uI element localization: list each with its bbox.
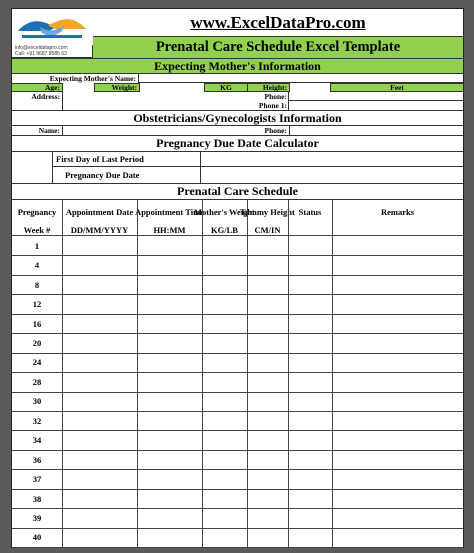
week-number: 24 bbox=[32, 357, 42, 368]
cell-date[interactable] bbox=[62, 528, 137, 547]
cell-time[interactable] bbox=[137, 450, 202, 469]
cell-height[interactable] bbox=[247, 353, 288, 372]
page-title: Prenatal Care Schedule Excel Template bbox=[93, 36, 463, 58]
cell-date[interactable] bbox=[62, 353, 137, 372]
phone1-label: Phone 1: bbox=[258, 101, 287, 110]
col-unit-week: Week # bbox=[23, 224, 51, 235]
week-number: 4 bbox=[34, 260, 40, 271]
table-row bbox=[12, 314, 463, 333]
week-number: 36 bbox=[32, 454, 42, 465]
weight-field[interactable] bbox=[139, 83, 205, 92]
cell-remarks[interactable] bbox=[332, 431, 463, 450]
table-row bbox=[12, 450, 463, 469]
cell-height[interactable] bbox=[247, 489, 288, 508]
cell-height[interactable] bbox=[247, 469, 288, 488]
cell-time[interactable] bbox=[137, 314, 202, 333]
table-row bbox=[12, 333, 463, 352]
cell-time[interactable] bbox=[137, 236, 202, 255]
cell-status[interactable] bbox=[288, 392, 332, 411]
logo bbox=[12, 9, 93, 58]
phone-label: Phone: bbox=[264, 92, 287, 101]
week-number: 30 bbox=[32, 396, 42, 407]
table-row bbox=[12, 411, 463, 430]
week-number: 8 bbox=[34, 279, 40, 290]
cell-height[interactable] bbox=[247, 450, 288, 469]
doctor-name-label: Name: bbox=[38, 126, 60, 135]
template-sheet bbox=[11, 8, 464, 548]
cell-status[interactable] bbox=[288, 469, 332, 488]
cell-date[interactable] bbox=[62, 450, 137, 469]
age-label: Age: bbox=[45, 83, 60, 92]
cell-date[interactable] bbox=[62, 294, 137, 313]
cell-remarks[interactable] bbox=[332, 255, 463, 274]
cell-height[interactable] bbox=[247, 275, 288, 294]
table-row bbox=[12, 508, 463, 527]
cell-weight[interactable] bbox=[202, 411, 247, 430]
table-row bbox=[12, 353, 463, 372]
schedule-section-title: Prenatal Care Schedule bbox=[12, 183, 463, 200]
cell-remarks[interactable] bbox=[332, 314, 463, 333]
cell-date[interactable] bbox=[62, 411, 137, 430]
cell-time[interactable] bbox=[137, 411, 202, 430]
cell-weight[interactable] bbox=[202, 353, 247, 372]
cell-status[interactable] bbox=[288, 528, 332, 547]
table-row bbox=[12, 469, 463, 488]
cell-height[interactable] bbox=[247, 333, 288, 352]
weight-label: Weight: bbox=[111, 83, 137, 92]
cell-weight[interactable] bbox=[202, 431, 247, 450]
cell-date[interactable] bbox=[62, 489, 137, 508]
cell-remarks[interactable] bbox=[332, 294, 463, 313]
cell-date[interactable] bbox=[62, 431, 137, 450]
cell-weight[interactable] bbox=[202, 333, 247, 352]
cell-status[interactable] bbox=[288, 508, 332, 527]
cell-time[interactable] bbox=[137, 353, 202, 372]
cell-height[interactable] bbox=[247, 411, 288, 430]
cell-weight[interactable] bbox=[202, 275, 247, 294]
phone1-field[interactable] bbox=[289, 101, 463, 110]
cell-height[interactable] bbox=[247, 294, 288, 313]
cell-weight[interactable] bbox=[202, 236, 247, 255]
week-number: 40 bbox=[32, 532, 42, 543]
cell-remarks[interactable] bbox=[332, 333, 463, 352]
cell-weight[interactable] bbox=[202, 528, 247, 547]
mother-name-field[interactable] bbox=[138, 74, 463, 83]
table-row bbox=[12, 294, 463, 313]
cell-remarks[interactable] bbox=[332, 353, 463, 372]
schedule-table bbox=[12, 200, 463, 547]
cell-date[interactable] bbox=[62, 469, 137, 488]
cell-status[interactable] bbox=[288, 353, 332, 372]
cell-remarks[interactable] bbox=[332, 528, 463, 547]
cell-weight[interactable] bbox=[202, 489, 247, 508]
cell-height[interactable] bbox=[247, 236, 288, 255]
phone-field[interactable] bbox=[289, 92, 463, 101]
week-number: 16 bbox=[32, 318, 42, 329]
due-date-section-title: Pregnancy Due Date Calculator bbox=[12, 135, 463, 152]
table-row bbox=[12, 236, 463, 255]
cell-date[interactable] bbox=[62, 314, 137, 333]
doctor-name-field[interactable] bbox=[62, 126, 247, 135]
cell-time[interactable] bbox=[137, 392, 202, 411]
due-date-field[interactable] bbox=[201, 167, 463, 183]
cell-height[interactable] bbox=[247, 392, 288, 411]
first-day-label: First Day of Last Period bbox=[52, 152, 201, 167]
cell-remarks[interactable] bbox=[332, 489, 463, 508]
cell-height[interactable] bbox=[247, 508, 288, 527]
col-header-remarks: Remarks bbox=[380, 207, 415, 217]
cell-time[interactable] bbox=[137, 489, 202, 508]
week-number: 1 bbox=[34, 240, 40, 251]
table-row bbox=[12, 431, 463, 450]
cell-remarks[interactable] bbox=[332, 372, 463, 391]
cell-height[interactable] bbox=[247, 314, 288, 333]
cell-weight[interactable] bbox=[202, 294, 247, 313]
cell-time[interactable] bbox=[137, 528, 202, 547]
address-label: Address: bbox=[31, 92, 60, 101]
doctor-section-title: Obstetricians/Gynecologists Information bbox=[12, 110, 463, 126]
col-header-mothers-weight: Mother's Weight bbox=[194, 206, 255, 217]
cell-time[interactable] bbox=[137, 372, 202, 391]
col-header-appointment-time: Appointment Time bbox=[135, 206, 204, 217]
cell-remarks[interactable] bbox=[332, 275, 463, 294]
cell-time[interactable] bbox=[137, 294, 202, 313]
week-number: 34 bbox=[32, 435, 42, 446]
height-field[interactable] bbox=[289, 83, 331, 92]
col-unit-weight: KG/LB bbox=[211, 224, 238, 235]
cell-weight[interactable] bbox=[202, 450, 247, 469]
cell-remarks[interactable] bbox=[332, 469, 463, 488]
cell-date[interactable] bbox=[62, 372, 137, 391]
cell-status[interactable] bbox=[288, 431, 332, 450]
cell-time[interactable] bbox=[137, 255, 202, 274]
col-header-tummy-height: Tummy Height bbox=[240, 206, 295, 217]
cell-status[interactable] bbox=[288, 372, 332, 391]
col-header-appointment-date: Appointment Date bbox=[65, 206, 134, 217]
kg-unit: KG bbox=[220, 83, 232, 92]
table-row bbox=[12, 489, 463, 508]
cell-time[interactable] bbox=[137, 333, 202, 352]
cell-status[interactable] bbox=[288, 255, 332, 274]
cell-status[interactable] bbox=[288, 275, 332, 294]
cell-weight[interactable] bbox=[202, 314, 247, 333]
cell-height[interactable] bbox=[247, 372, 288, 391]
table-row bbox=[12, 255, 463, 274]
cell-weight[interactable] bbox=[202, 508, 247, 527]
cell-date[interactable] bbox=[62, 392, 137, 411]
cell-status[interactable] bbox=[288, 236, 332, 255]
cell-height[interactable] bbox=[247, 528, 288, 547]
height-label: Height: bbox=[247, 83, 289, 92]
table-row bbox=[12, 372, 463, 391]
cell-remarks[interactable] bbox=[332, 411, 463, 430]
cell-time[interactable] bbox=[137, 469, 202, 488]
due-date-label: Pregnancy Due Date bbox=[52, 167, 201, 183]
age-field[interactable] bbox=[62, 83, 95, 92]
cell-time[interactable] bbox=[137, 275, 202, 294]
week-number: 20 bbox=[32, 337, 42, 348]
table-row bbox=[12, 392, 463, 411]
cell-remarks[interactable] bbox=[332, 236, 463, 255]
cell-height[interactable] bbox=[247, 431, 288, 450]
site-url[interactable]: www.ExcelDataPro.com bbox=[190, 12, 366, 32]
col-header-pregnancy: Pregnancy bbox=[17, 206, 57, 217]
doctor-phone-label: Phone: bbox=[264, 126, 287, 135]
cell-weight[interactable] bbox=[202, 255, 247, 274]
cell-height[interactable] bbox=[247, 255, 288, 274]
week-number: 12 bbox=[32, 299, 42, 310]
cell-status[interactable] bbox=[288, 411, 332, 430]
col-unit-time: HH:MM bbox=[153, 224, 186, 235]
week-number: 32 bbox=[32, 415, 42, 426]
feet-unit: Feet bbox=[390, 83, 404, 92]
cell-time[interactable] bbox=[137, 431, 202, 450]
cell-date[interactable] bbox=[62, 508, 137, 527]
table-row bbox=[12, 528, 463, 547]
col-unit-date: DD/MM/YYYY bbox=[70, 224, 129, 235]
first-day-field[interactable] bbox=[201, 152, 463, 167]
mother-name-label: Expecting Mother's Name: bbox=[49, 74, 136, 83]
cell-date[interactable] bbox=[62, 255, 137, 274]
week-number: 39 bbox=[32, 513, 42, 524]
logo-phone: Call: +91 9687 8585 63 bbox=[15, 51, 67, 57]
cell-weight[interactable] bbox=[202, 392, 247, 411]
cell-remarks[interactable] bbox=[332, 450, 463, 469]
cell-time[interactable] bbox=[137, 508, 202, 527]
cell-status[interactable] bbox=[288, 294, 332, 313]
logo-email: info@exceldatapro.com bbox=[15, 45, 68, 51]
week-number: 38 bbox=[32, 493, 42, 504]
cell-status[interactable] bbox=[288, 314, 332, 333]
cell-date[interactable] bbox=[62, 236, 137, 255]
row-divider bbox=[12, 547, 463, 548]
handshake-icon bbox=[12, 9, 93, 45]
cell-weight[interactable] bbox=[202, 469, 247, 488]
col-header-status: Status bbox=[298, 207, 322, 217]
cell-remarks[interactable] bbox=[332, 508, 463, 527]
table-row bbox=[12, 275, 463, 294]
cell-date[interactable] bbox=[62, 275, 137, 294]
cell-remarks[interactable] bbox=[332, 392, 463, 411]
mother-section-title: Expecting Mother's Information bbox=[12, 58, 463, 74]
cell-weight[interactable] bbox=[202, 372, 247, 391]
col-unit-height: CM/IN bbox=[254, 224, 281, 235]
week-number: 37 bbox=[32, 474, 42, 485]
cell-status[interactable] bbox=[288, 333, 332, 352]
doctor-phone-field[interactable] bbox=[289, 126, 463, 135]
cell-date[interactable] bbox=[62, 333, 137, 352]
cell-status[interactable] bbox=[288, 489, 332, 508]
week-number: 28 bbox=[32, 376, 42, 387]
cell-status[interactable] bbox=[288, 450, 332, 469]
